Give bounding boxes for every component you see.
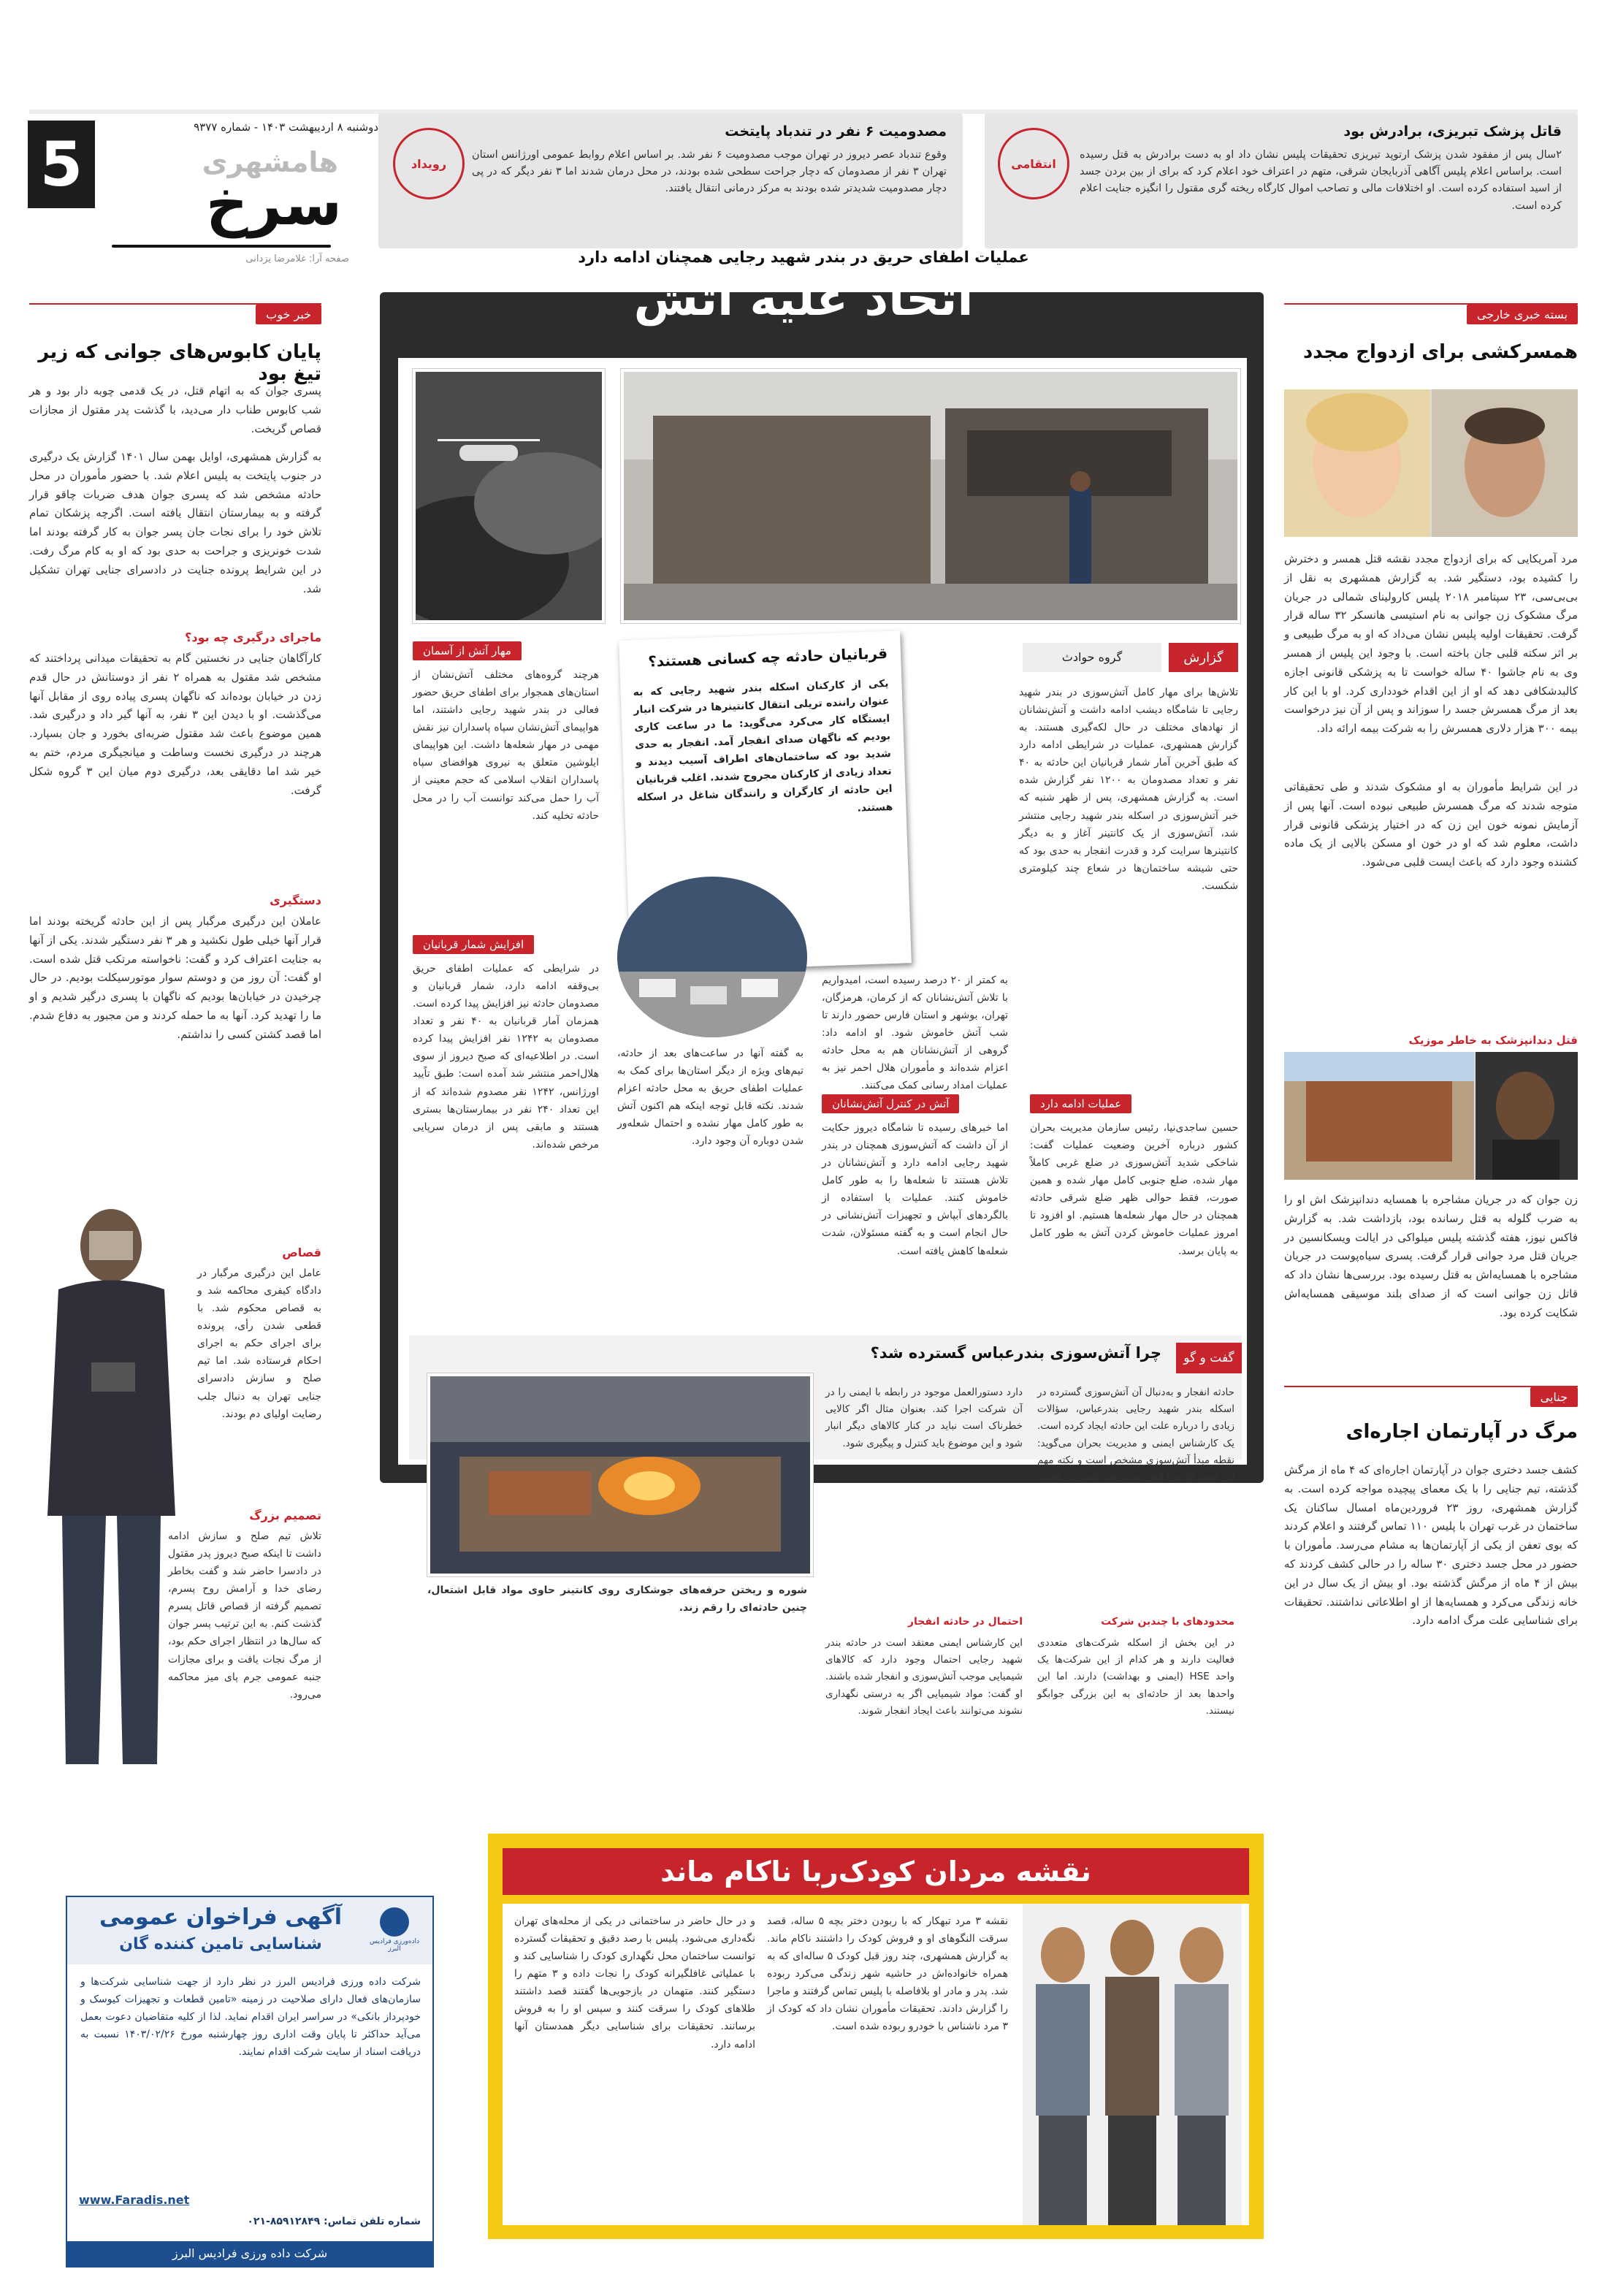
section-label: افزایش شمار قربانیان xyxy=(413,935,534,954)
dentist-photo-svg xyxy=(1284,1052,1578,1180)
interview-text: این کارشناس ایمنی معتقد است در حادثه بندر شهید رجایی احتمال وجود دارد که کالاهای شیمیایی موجب آتش‌سوزی و انفجار شده باشند. او گفت: مواد شیمیایی اگر به درستی نگهداری نشوند می‌توانند باعث ایجاد انفجار شوند. xyxy=(825,1637,1023,1717)
right-column xyxy=(1284,303,1578,1793)
interview-title: چرا آتش‌سوزی بندرعباس گسترده شد؟ xyxy=(870,1344,1161,1362)
bottom-text: نقشه ۳ مرد تبهکار که با ربودن دختر بچه ۵ ساله، قصد سرقت النگوهای او و فروش کودک را داشتند ناکام ماند. به گزارش همشهری، چند روز قبل کودک ۵ ساله‌ای که به همراه خانواده‌اش در حاشیه شهر زندگی می‌کرد ربوده شد. پدر و مادر او بلافاصله با پلیس تماس گرفتند و ماجرا را گزارش دادند. تحقیقات مأموران نشان داد که کودک از ۳ مرد ناشناس با خودرو ربوده شده است. xyxy=(767,1915,1008,2033)
kicker: جنایی xyxy=(1530,1387,1578,1407)
report-text: تلاش‌ها برای مهار کامل آتش‌سوزی در بندر شهید رجایی تا شامگاه دیشب ادامه داشت و آتش‌نشانان از نهادهای مختلف در حال لکه‌گیری هستند. به گزارش همشهری، عملیات در شرایطی ادامه دارد که طبق آخرین آمار شمار قربانیان این حادثه به ۴۰ نفر و تعداد مصدومان به ۱۲۰۰ نفر گزارش شده است. به گزارش همشهری، پس از ظهر شنبه که خبر آتش‌سوزی در اسکله بندر شهید رجایی منتشر شد، آتش‌سوزی از یک کانتینر آغاز و به دیگر کانتینرها سرایت کرد و قدرت انفجار به حدی بود که حتی شیشه ساختمان‌ها در شعاع چند کیلومتری شکست. xyxy=(1019,687,1238,892)
subhead: تصمیم بزرگ xyxy=(249,1509,321,1522)
story-body: کارآگاهان جنایی در نخستین گام به تحقیقات میدانی پرداختند که مشخص شد مقتول به همراه ۲ نفر از دوستانش در حال قدم زدن در خیابان بوده‌اند که ناگهان پسری پیاده روی از مقابل آنها می‌گذشت. او با دیدن این ۳ نفر، به آنها گیر داد و درگیری شد. همین موضوع باعث شد مقتول ضربه‌ای بخورد و جان بسپارد. هرچند در درگیری نخست وساطت و میانجیگری مردم، ختم به خیر شد اما دقایقی بعد، درگیری دوم میان این ۳ گروه شکل گرفت. xyxy=(29,652,322,797)
feature-kicker: عملیات اطفای حریق در بندر شهید رجایی همچنان ادامه دارد xyxy=(578,248,1029,266)
interview-text: دارد دستورالعمل موجود در رابطه با ایمنی را در آن شرکت اجرا کند. بعنوان مثال اگر کالایی خطرناک است نباید در کنار کالاهای دیگر انبار شود و این موضوع باید کنترل و پیگیری شود. xyxy=(825,1387,1023,1449)
story-body: تلاش تیم صلح و سازش ادامه داشت تا اینکه صبح دیروز پدر مقتول در دادسرا حاضر شد و گفت بخاطر رضای خدا و آرامش روح پسرم، تصمیم گرفته از قصاص قاتل پسرم گذشت کنم. به این ترتیب پسر جوان که سال‌ها در انتظار اجرای حکم بود، از مرگ نجات یافت و برای مجازات جنبه عمومی جرم پای میز محاکمه می‌رود. xyxy=(168,1530,321,1701)
section-label: عملیات ادامه دارد xyxy=(1030,1094,1131,1113)
story-intro: پسری جوان که به اتهام قتل، در یک قدمی چوبه دار بود و هر شب کابوس طناب دار می‌دید، با گذشت پدر مقتول از مجازات قصاص گریخت. xyxy=(29,384,321,435)
burned-trucks-image xyxy=(624,372,1237,620)
smoke-helicopter-image xyxy=(416,372,602,620)
mid-column-text: به گفته آنها در ساعت‌های بعد از حادثه، تیم‌های ویژه از دیگر استان‌ها برای کمک به عملیات اطفای حریق به محل حادثه اعزام شدند. نکته قابل توجه اینکه هم اکنون آتش به طور کامل مهار نشده و احتمال شعله‌ور شدن دوباره آن وجود دارد. xyxy=(617,1048,804,1148)
photo-caption: شوره و ریختن حرفه‌های جوشکاری روی کانتینر حاوی مواد قابل اشتعال، چنین حادثه‌ای را رقم زند. xyxy=(427,1584,807,1614)
section-label: آتش در کنترل آتش‌نشانان xyxy=(822,1094,959,1113)
editor-credit: صفحه آرا: غلامرضا یزدانی xyxy=(245,253,349,264)
story-body: عامل این درگیری مرگبار در دادگاه کیفری محاکمه شد و به قصاص محکوم شد. با قطعی شدن رأی، پرونده برای اجرای حکم به اجرای احکام فرستاده شد. اما تیم صلح و سازش دادسرای جنایی تهران به دنبال جلب رضایت اولیای دم بودند. xyxy=(197,1267,321,1420)
story-body: به گزارش همشهری، اوایل بهمن سال ۱۴۰۱ گزارش یک درگیری در جنوب پایتخت به پلیس اعلام شد. با حضور مأموران در محل حادثه مشخص شد که پسری جوان هدف ضربات چاقو قرار گرفته و به بیمارستان انتقال یافته است. اگرچه پزشکان تمام تلاش خود را برای نجات جان پسر جوان به کار گرفته بودند اما شدت خونریزی و جراحت به حدی بود که او به کام مرگ رفت. در این شرایط پرونده جنایت در دادسرای جنایی تهران تشکیل شد. xyxy=(29,450,321,595)
company-logo xyxy=(365,1907,424,1954)
main-fire-photo xyxy=(621,369,1240,623)
story-body: زن جوان که در جریان مشاجره با همسایه دندانپزشک اش او را به ضرب گلوله به قتل رسانده بود، بازداشت شد. به گزارش فاکس نیوز، هفته گذشته پلیس میلواکی در ایالت ویسکانسین در جریان قتل مرد جوانی قرار گرفت. پسری سیاه‌پوست در جریان مشاجره با همسایه‌اش به قتل رسیده بود. بررسی‌ها نشان داد که قاتل زن جوانی است که از صدای بلند موسیقی همسایه‌اش شکایت کرده بود. xyxy=(1284,1193,1578,1319)
logo: سرخ xyxy=(205,170,342,238)
section-name: هامشهری xyxy=(202,146,338,178)
subhead: ماجرای درگیری چه بود؟ xyxy=(185,630,321,644)
subhead: دستگیری xyxy=(270,893,321,907)
interview-text: در این بخش از اسکله شرکت‌های متعددی فعالیت دارند و هر کدام از این شرکت‌ها یک واحد HSE (ایمنی و بهداشت) دارند. اما این واحدها بعد از حادثه‌ای به این بزرگی جوابگو نیستند. xyxy=(1037,1637,1234,1717)
kicker: بسته خبری خارجی xyxy=(1467,305,1578,324)
mid-column-text: به کمتر از ۲۰ درصد رسیده است، امیدواریم با تلاش آتش‌نشانان که از کرمان، هرمزگان، تهران، بوشهر و استان فارس حضور دارند تا شب آتش خاموش شود. او ادامه داد: گروهی از آتش‌نشانان هم به محل حادثه اعزام شده‌اند و مأموران هلال احمر نیز به عملیات امداد رسانی کمک می‌کنند. xyxy=(822,975,1008,1092)
badge-label: رویداد xyxy=(411,156,447,171)
masthead xyxy=(28,99,378,267)
ad-url[interactable]: www.Faradis.net xyxy=(79,2193,190,2207)
couple-photo-svg xyxy=(1284,389,1578,537)
story-title: پایان کابوس‌های جوانی که زیر تیغ بود xyxy=(38,341,321,385)
container-fire-image xyxy=(430,1376,810,1574)
globe-icon xyxy=(380,1907,409,1937)
kicker: خبر خوب xyxy=(256,305,321,324)
bottom-title: نقشه مردان کودک‌ربا ناکام ماند xyxy=(660,1856,1091,1888)
news-body: ۲سال پس از مفقود شدن پزشک ارتوپد تبریزی تحقیقات پلیس نشان داد او به دست برادرش به قتل رسیده است. براساس اعلام پلیس آگاهی آذربایجان شرقی، متهم در اعتراف خود اعلام کرد که برای از بین بردن جسد از اسید استفاده کرده است. او اختلافات مالی و تصاحب اموال کارگاه ریخته گری مقتول را انگیزه جنایت اعلام کرده است. xyxy=(1080,149,1562,212)
couple-photo xyxy=(1284,389,1578,537)
photo-caption: قتل دندانپزشک به خاطر موزیک xyxy=(1408,1034,1578,1047)
section-text: حسین ساجدی‌نیا، رئیس سازمان مدیریت بحران کشور درباره آخرین وضعیت عملیات گفت: شاخکی شدید آتش‌سوزی در ضلع غربی کاملاً مهار شده، ضلع جنوبی کامل مهار شده و همین صورت، فقط حوالی ظهر ضلع شرقی حادثه همچنان در حال مهار شعله‌ها هستیم. او افزود تا امروز عملیات خاموش کردن آتش به طور کامل به پایان برسد. xyxy=(1030,1122,1238,1257)
kidnappers-image xyxy=(1023,1904,1242,2225)
suspect-photo xyxy=(29,1202,194,1771)
subhead: قصاص xyxy=(282,1246,321,1259)
left-column xyxy=(29,303,321,1779)
ad-body: شرکت داده ورزی فرادیس البرز در نظر دارد از جهت شناسایی شرکت‌ها و سازمان‌های فعال دارای صلاحیت در زمینه «تامین قطعات و تجهیزات کیوسک و خودپرداز بانکی» در سراسر ایران اقدام نماید. لذا از کلیه متقاضیان دعوت بعمل می‌آید حداکثر تا پایان وقت اداری روز چهارشنبه مورخ ۱۴۰۳/۰۲/۲۶ نسبت به دریافت اسناد از سایت شرکت اقدام نمایند. xyxy=(80,1976,421,2059)
page-number: 5 xyxy=(28,121,95,208)
badge-label: انتقامی xyxy=(1011,156,1056,171)
section-text: هرچند گروه‌های مختلف آتش‌نشان از استان‌های همجوار برای اطفای حریق حضور فعالی در بندر شهید رجایی داشتند، اما هواپیمای آتش‌نشان سپاه پاسداران نیز نقش مهمی در مهار شعله‌ها داشت. این هواپیمای ایلوشین متعلق به نیروی هوافضای سپاه پاسداران انقلاب اسلامی که حجم معینی از آب را حمل می‌کند توانست آب را در محل حادثه تخلیه کند. xyxy=(413,669,599,822)
parking-photo xyxy=(617,877,807,1037)
interview-subhead: احتمال در حادثه انفجار xyxy=(907,1616,1023,1628)
story-body: کشف جسد دختری جوان در آپارتمان اجاره‌ای که ۴ ماه از مرگش گذشته، تیم جنایی را با یک معمای پیچیده مواجه کرده است. به گزارش همشهری، روز ۲۳ فروردین‌ماه امسال ساکنان یک ساختمان در غرب تهران با پلیس ۱۱۰ تماس گرفتند و اعلام کردند که بوی تعفن از یکی از آپارتمان‌ها به مشام می‌رسد. مأموران با حضور در محل جسد دختری ۳۰ ساله را در حالی کشف کردند که بیش از ۴ ماه از مرگش گذشته بود. او بیش از یک سال در این خانه زندگی می‌کرد و همسایه‌ها از او اطلاعاتی نداشتند. تحقیقات برای شناسایی علت مرگ ادامه دارد. xyxy=(1284,1463,1579,1628)
top-news-2 xyxy=(378,113,963,248)
helicopter-photo xyxy=(413,369,605,623)
ad-footer: شرکت داده ورزی فرادیس البرز xyxy=(67,2241,432,2266)
story-body: مرد آمریکایی که برای ازدواج مجدد نقشه قتل همسر و دخترش را کشیده بود، دستگیر شد. به گزارش همشهری به نقل از بی‌بی‌سی، ۲۳ سپتامبر ۲۰۱۸ پلیس کارولینای شمالی در جریان مرگ مشکوک زن جوانی به نام استیسی هانسکر ۳۲ ساله قرار گرفت. تحقیقات اولیه پلیس نشان می‌داد که او به مرگ طبیعی و بر اثر سکته قلبی جان باخته است. با وجود این پلیس از همسر وی به نام جاشوا ۴۰ ساله خواست تا به پزشکی قانونی اجازه کالبدشکافی دهد که او از این اقدام خودداری کرد. او با این کار بعد از مرگ همسرش جسد را سوزاند و پس از آن نیز درخواست بیمه ۳۰۰ هزار دلاری همسرش را به شرکت بیمه ارائه داد. xyxy=(1284,552,1578,736)
news-title: قاتل پزشک تبریزی، برادرش بود xyxy=(1343,123,1562,140)
section-text: اما خبرهای رسیده تا شامگاه دیروز حکایت از آن داشت که آتش‌سوزی همچنان در بندر شهید رجایی ادامه دارد و آتش‌نشانان در تلاش هستند تا شعله‌ها را به طور کامل خاموش کنند. عملیات با استفاده از بالگردهای آبپاش و تجهیزات آتش‌نشانی در حال انجام است و به گفته مسئولان، شدت شعله‌ها کاهش یافته است. xyxy=(822,1122,1008,1257)
report-box xyxy=(1019,643,1238,1023)
dentist-photo xyxy=(1284,1052,1578,1180)
interview-subhead: محدودهای با چندین شرکت xyxy=(1101,1616,1234,1628)
report-label xyxy=(1169,643,1238,672)
section-text: در شرایطی که عملیات اطفای حریق بی‌وقفه ادامه دارد، شمار قربانیان و مصدومان حادثه نیز افزایش پیدا کرده است. همزمان آمار قربانیان به ۴۰ نفر و تعداد مصدومان به ۱۲۴۲ نفر افزایش پیدا کرده است. در اطلاعیه‌ای که صبح دیروز از سوی هلال‌احمر منتشر شد آمده است: طبق تاًیید اورژانس، ۱۲۴۲ نفر مصدوم شده‌اند که از این تعداد ۲۴۰ نفر در بیمارستان‌ها بستری هستند و مابقی پس از درمان سرپایی مرخص شده‌اند. xyxy=(413,963,600,1151)
ad-phone: شماره تلفن تماس: ۸۵۹۱۲۸۴۹-۰۲۱ xyxy=(247,2216,421,2227)
story-body: عاملان این درگیری مرگبار پس از این حادثه گریخته بودند اما قرار آنها خیلی طول نکشید و هر ۳ نفر دستگیر شدند. یکی از آنها به جنایت اعتراف کرد و گفت: ناخواسته مرتکب قتل شده است. او گفت: آن روز من و دوستم سوار موتورسیکلت بودیم. در حال چرخیدن در خیابان‌ها بودیم که ناگهان با پسری درگیر شدیم و او ما را تهدید کرد. آنها به ما حمله کردند و من مجبور به دفاع شدم. اما قصد کشتن کسی را نداشتم. xyxy=(29,915,321,1041)
bottom-title-bar xyxy=(503,1848,1249,1895)
suspect-figure xyxy=(29,1202,194,1771)
feature-title: اتحاد علیه آتش xyxy=(633,272,974,327)
kidnappers-photo xyxy=(1023,1904,1242,2225)
logo-text: داده‌ورزی فرادیس البرز xyxy=(370,1938,419,1953)
interview-label-text: گفت و گو xyxy=(1183,1351,1234,1365)
badge-stamp xyxy=(393,128,465,199)
top-news-1 xyxy=(985,113,1578,248)
bottom-story xyxy=(488,1834,1264,2239)
news-title: مصدومیت ۶ نفر در تندباد پایتخت xyxy=(725,123,947,140)
news-body: وقوع تندباد عصر دیروز در تهران موجب مصدومیت ۶ نفر شد. بر اساس اعلام روابط عمومی اورژانس استان تهران ۳ نفر از مصدومان که دچار جراحت سطحی شده بودند، در محل درمان شدند اما ۳ نفر دیگر که در پی دچار مصدومیت شدیدتر شده بودند به مرکز درمانی انتقال یافتند. xyxy=(472,149,947,195)
report-label-text: گزارش xyxy=(1183,649,1224,665)
story-title: همسرکشی برای ازدواج مجدد xyxy=(1302,341,1578,363)
interview-text: حادثه انفجار و به‌دنبال آن آتش‌سوزی گسترده در اسکله بندر شهید رجایی بندرعباس، سؤالات زیادی را درباره علت این حادثه ایجاد کرده است. یک کارشناس ایمنی و مدیریت بحران می‌گوید: نقطه مبدأ آتش‌سوزی مشخص است و نکته مهم این است که چرا آتش به سرعت گسترش یافت. xyxy=(1037,1387,1234,1484)
story-body: در این شرایط مأموران به او مشکوک شدند و طی تحقیقاتی متوجه شدند که مرگ همسرش طبیعی نبوده است. آنها پس از آزمایش نمونه خون این زن که در اختیار پزشکی قانونی قرار داشت، معلوم شد که او در خون او مسکن بالایی از یک ماده کشنده وجود دارد که باعث ایست قلبی می‌شود. xyxy=(1284,780,1578,869)
box-text: یکی از کارکنان اسکله بندر شهید رجایی که به عنوان راننده تریلی انتقال کانتینرها در شرکت انبار ایستگاه کار می‌کرد می‌گوید: ما در ساعت کاری بودیم که ناگهان صدای انفجار آمد. انفجار به حدی شدید بود که ساختمان‌های اطراف آسیب دیدند و تعداد زیادی از کارکنان مجروح شدند. اغلب قربانیان این حادثه از کارگران و رانندگان شاغل در اسکله هستند. xyxy=(633,678,893,815)
ad-box xyxy=(66,1896,434,2268)
cars-parking-image xyxy=(617,877,807,1037)
badge-stamp xyxy=(998,128,1069,199)
container-fire-photo xyxy=(427,1373,813,1576)
logo-swoosh xyxy=(112,245,331,248)
date-issue: دوشنبه ۸ اردیبهشت ۱۴۰۳ - شماره ۹۳۷۷ xyxy=(194,121,378,134)
ad-title: آگهی فراخوان عمومی xyxy=(99,1904,343,1930)
interview-label xyxy=(1176,1343,1242,1373)
bottom-text: و در حال حاضر در ساختمانی در یکی از محله‌های تهران نگه‌داری می‌شود. پلیس با رصد دقیق و تحقیقات گسترده توانست ساختمان محل نگهداری کودک را شناسایی کند و با عملیاتی غافلگیرانه کودک را نجات داده و ۳ متهم را دستگیر کنند. متهمان در بازجویی‌ها گفتند قصد داشتند طلاهای کودک را سرقت کنند و سپس او را به فروش برسانند. تحقیقات برای شناسایی دیگر همدستان آنها ادامه دارد. xyxy=(514,1915,756,2051)
report-author: گروه حوادث xyxy=(1023,643,1161,672)
box-title: قربانیان حادثه چه کسانی هستند؟ xyxy=(647,644,888,671)
story-title: مرگ در آپارتمان اجاره‌ای xyxy=(1345,1421,1578,1443)
ad-subtitle: شناسایی تامین کننده گان xyxy=(119,1935,322,1953)
section-label: مهار آتش از آسمان xyxy=(413,641,522,660)
